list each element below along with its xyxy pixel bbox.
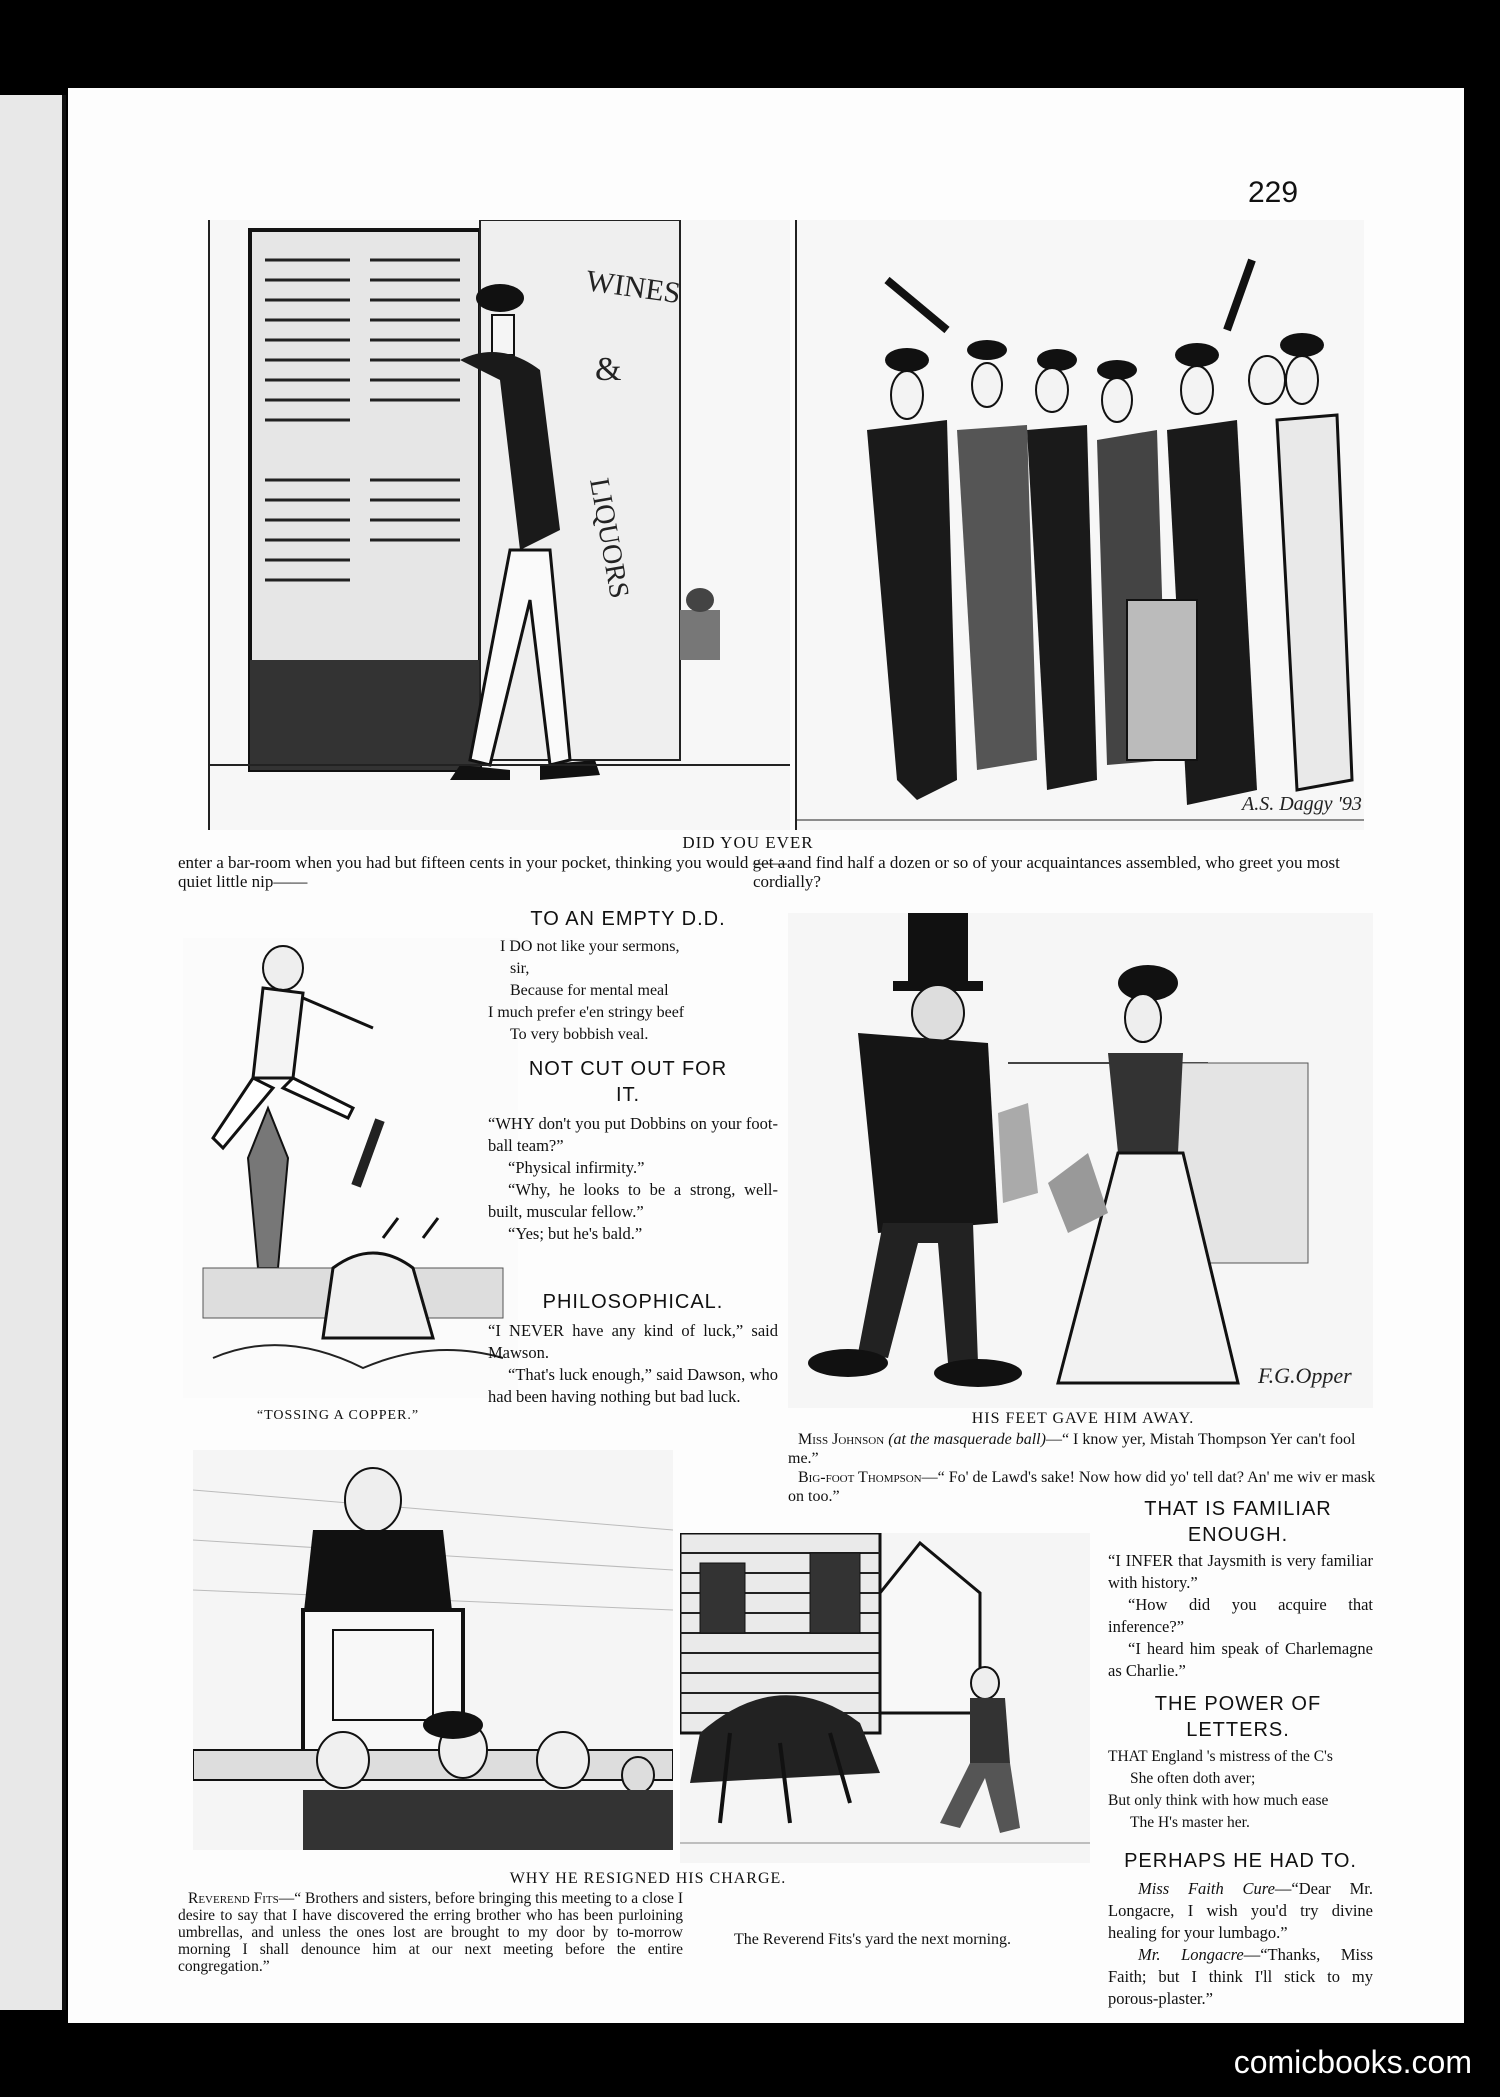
paragraph: “Physical infirmity.” (508, 1158, 645, 1177)
man-at-bar-door-drawing (210, 220, 790, 830)
svg-text:LIQUORS: LIQUORS (583, 475, 635, 601)
perhaps-title: PERHAPS HE HAD TO. (1124, 1850, 1357, 1872)
tossing-copper-caption: “TOSSING A COPPER.” (256, 1408, 420, 1423)
did-you-ever-right-caption: ——and find half a dozen or so of your acquaintances assembled, who greet you most cordially? (753, 853, 1340, 891)
speaker-name: Miss Johnson (798, 1431, 885, 1448)
resigned-title: WHY HE RESIGNED HIS CHARGE. (509, 1870, 787, 1887)
poem-line: She often doth aver; (1130, 1770, 1256, 1787)
magazine-page (68, 88, 1464, 2023)
philosophical-title: PHILOSOPHICAL. (542, 1291, 724, 1313)
paragraph: “That's luck enough,” said Dawson, who had been having nothing but bad luck. (488, 1365, 778, 1406)
speaker-name: Miss Faith Cure (1138, 1879, 1275, 1898)
empty-dd-poem (488, 936, 778, 1046)
philosophical-text (488, 1320, 778, 1408)
poem-line: I DO not like your sermons, (500, 938, 680, 955)
not-cut-out-text (488, 1113, 778, 1245)
resigned-text (178, 1890, 683, 1975)
not-cut-out-title: NOT CUT OUT FOR IT. (528, 1058, 728, 1106)
poem-line: sir, (510, 960, 530, 977)
poem-line: But only think with how much ease (1108, 1792, 1329, 1809)
poem-line: THAT England 's mistress of the C's (1108, 1748, 1333, 1765)
site-watermark: comicbooks.com (1233, 2044, 1472, 2080)
yard-illustration (680, 1533, 1090, 1863)
tossing-copper-illustration (183, 938, 518, 1398)
artist-signature: A.S. Daggy '93 (1242, 793, 1362, 815)
did-you-ever-left-caption: enter a bar-room when you had but fifteen cents in your pocket, thinking you would get a quiet little nip—— (178, 853, 786, 891)
svg-text:F.G.Opper: F.G.Opper (1258, 1363, 1352, 1388)
speaker-name: Big-foot Thompson (798, 1469, 922, 1486)
reverend-at-pulpit-drawing (193, 1450, 673, 1850)
paragraph: “I INFER that Jaysmith is very familiar with history.” (1108, 1551, 1373, 1592)
familiar-title: THAT IS FAMILIAR ENOUGH. (1144, 1498, 1332, 1546)
masquerade-illustration (788, 913, 1373, 1408)
poem-line: The H's master her. (1130, 1814, 1250, 1831)
his-feet-dialogue (788, 1430, 1378, 1506)
spoken-text: —“ Brothers and sisters, before bringing this meeting to a close I desire to say that I have discovered the erring brother who has been purloining umbrellas, and unless the ones lost are brought to my door by to-morrow morning I shall denounce him at our next meeting before the entire congregation.” (178, 1890, 683, 1975)
crowd-of-acquaintances-drawing (797, 220, 1364, 830)
paragraph: “Why, he looks to be a strong, well-built, muscular fellow.” (488, 1180, 778, 1221)
big-foot-thompson-drawing (788, 913, 1373, 1408)
bar-room-illustration-right (795, 220, 1364, 830)
dialogue-line (788, 1430, 1378, 1468)
spoken-text: —“Dear Mr. Longacre, I wish you'd try divine healing for your lumbago.” (1108, 1879, 1373, 1942)
svg-text:WINES: WINES (584, 264, 683, 311)
paragraph: “I NEVER have any kind of luck,” said Mawson. (488, 1321, 778, 1362)
poem-line: I much prefer e'en stringy beef (488, 1004, 685, 1021)
poem-line: Because for mental meal (510, 982, 669, 999)
left-page-edge (0, 95, 66, 2010)
parson-tossed-by-bull-drawing (183, 938, 518, 1398)
page-number: 229 (1248, 176, 1299, 209)
perhaps-text (1108, 1878, 1373, 2010)
did-you-ever-title: DID YOU EVER (682, 833, 814, 852)
speaker-name: Mr. Longacre (1138, 1945, 1244, 1964)
svg-text:&: & (595, 351, 622, 388)
pulpit-illustration (193, 1450, 673, 1850)
spoken-text: —“ Fo' de Lawd's sake! Now how did yo' tell dat? An' me wiv er mask on too.” (788, 1469, 1376, 1505)
power-letters-poem (1108, 1746, 1378, 1834)
umbrella-pile-drawing (680, 1533, 1090, 1863)
paragraph: “Yes; but he's bald.” (508, 1224, 643, 1243)
power-letters-title: THE POWER OF LETTERS. (1154, 1693, 1322, 1741)
stage-direction: (at the masquerade ball) (888, 1431, 1046, 1448)
familiar-text (1108, 1550, 1373, 1682)
paragraph: “How did you acquire that inference?” (1108, 1595, 1373, 1636)
empty-dd-title: TO AN EMPTY D.D. (530, 908, 726, 930)
paragraph: “WHY don't you put Dobbins on your foot-ball team?” (488, 1114, 778, 1155)
bar-room-illustration-left (208, 220, 790, 830)
paragraph: “I heard him speak of Charlemagne as Charlie.” (1108, 1639, 1373, 1680)
yard-caption: The Reverend Fits's yard the next morning. (734, 1931, 1012, 1948)
spoken-text: —“ I know yer, Mistah Thompson Yer can't fool me.” (788, 1431, 1356, 1467)
speaker-name: Reverend Fits (188, 1890, 279, 1907)
his-feet-title: HIS FEET GAVE HIM AWAY. (971, 1410, 1195, 1427)
poem-line: To very bobbish veal. (510, 1026, 649, 1043)
dialogue-line (1108, 1878, 1373, 1944)
spoken-text: —“Thanks, Miss Faith; but I think I'll stick to my porous-plaster.” (1108, 1945, 1373, 2008)
dialogue-line (1108, 1944, 1373, 2010)
